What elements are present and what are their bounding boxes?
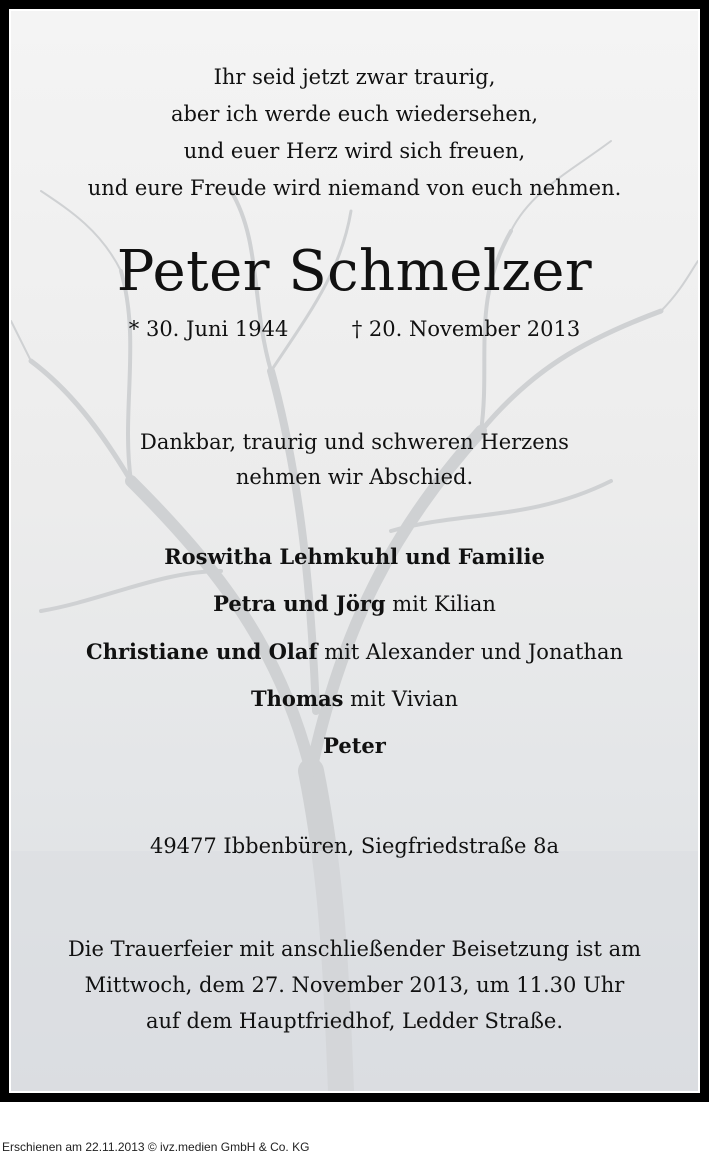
family-extra: mit Kilian <box>385 592 496 616</box>
birth-date: * 30. Juni 1944 <box>128 317 289 341</box>
verse-line: und euer Herz wird sich freuen, <box>183 139 526 163</box>
family-names: Roswitha Lehmkuhl und Familie <box>164 544 545 569</box>
family-extra: mit Vivian <box>343 687 459 711</box>
service-line: Die Trauerfeier mit anschließender Beisetzung ist am <box>67 937 642 961</box>
family-line <box>11 686 698 711</box>
life-dates <box>11 317 698 341</box>
deceased-name: Peter Schmelzer <box>116 239 593 304</box>
family-names: Peter <box>323 733 386 758</box>
family-names: Petra und Jörg <box>213 591 386 616</box>
family-line <box>11 544 698 569</box>
service-line: Mittwoch, dem 27. November 2013, um 11.30 Uhr <box>84 973 625 997</box>
family-line <box>11 591 698 616</box>
obituary-notice <box>9 9 700 1093</box>
family-names: Thomas <box>250 686 344 711</box>
farewell-line: Dankbar, traurig und schweren Herzens <box>140 430 569 454</box>
death-date: † 20. November 2013 <box>351 317 581 341</box>
address: 49477 Ibbenbüren, Siegfriedstraße 8a <box>149 834 560 858</box>
publication-footer: Erschienen am 22.11.2013 © ivz.medien GmbH & Co. KG <box>2 1140 310 1154</box>
family-line <box>11 639 698 664</box>
family-names: Christiane und Olaf <box>86 639 318 664</box>
farewell-line: nehmen wir Abschied. <box>235 465 474 489</box>
verse-line: Ihr seid jetzt zwar traurig, <box>213 65 496 89</box>
family-extra: mit Alexander und Jonathan <box>317 640 623 664</box>
verse-line: und eure Freude wird niemand von euch nehmen. <box>87 176 622 200</box>
family-line <box>11 733 698 758</box>
verse-line: aber ich werde euch wiedersehen, <box>170 102 539 126</box>
service-line: auf dem Hauptfriedhof, Ledder Straße. <box>145 1009 564 1033</box>
